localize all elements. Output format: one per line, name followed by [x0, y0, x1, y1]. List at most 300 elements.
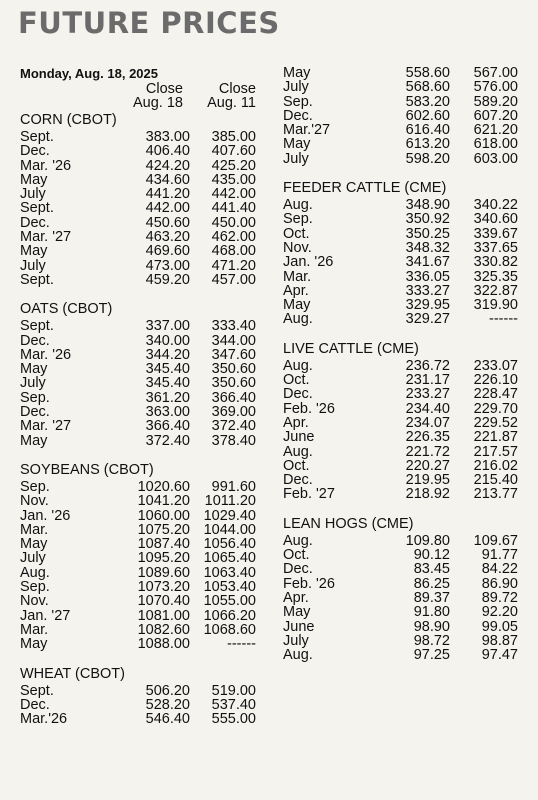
close-aug-18-value: 1088.00: [137, 636, 190, 653]
contract-month: May: [20, 536, 48, 553]
close-aug-11-value: 98.87: [481, 632, 518, 649]
close-aug-18-value: 337.00: [145, 318, 190, 335]
close-aug-11-value: 378.40: [211, 432, 256, 449]
close-aug-11-value: 441.40: [211, 200, 256, 217]
close-aug-11-value: 462.00: [211, 229, 256, 246]
close-aug-11-value: 350.60: [211, 375, 256, 392]
contract-month: May: [20, 636, 48, 653]
contract-month: May: [20, 243, 48, 260]
close-aug-18-value: 219.95: [405, 472, 450, 489]
close-aug-18-value: 598.20: [405, 150, 450, 167]
close-aug-11-value: 567.00: [473, 65, 518, 81]
report-date: Monday, Aug. 18, 2025: [20, 66, 158, 81]
close-aug-18-value: 98.90: [413, 618, 450, 635]
close-aug-18-value: 1020.60: [137, 478, 190, 495]
table-row: [20, 419, 256, 433]
close-aug-11-value: 337.65: [473, 239, 518, 256]
contract-month: Jan. '26: [20, 507, 71, 524]
close-aug-11-value: 407.60: [211, 143, 256, 160]
table-row: [20, 698, 256, 712]
table-row: [283, 109, 518, 123]
table-row: [283, 212, 518, 226]
table-row: [283, 80, 518, 94]
close-aug-11-value: 369.00: [211, 404, 256, 421]
close-aug-18-value: 221.72: [405, 443, 450, 460]
close-aug-18-value: 424.20: [145, 157, 190, 174]
table-row: [283, 430, 518, 444]
close-aug-18-value: 97.25: [413, 647, 450, 664]
page-title: FUTURE PRICES: [18, 6, 280, 40]
section-soybeans: [20, 460, 256, 652]
close-aug-18-value: 568.60: [405, 79, 450, 96]
table-row: [20, 216, 256, 230]
table-row: [20, 144, 256, 158]
table-row: [20, 187, 256, 201]
section-title: FEEDER CATTLE (CME): [283, 180, 447, 197]
contract-month: May: [283, 65, 311, 81]
section-title: LEAN HOGS (CME): [283, 515, 414, 532]
table-row: [283, 137, 518, 151]
close-aug-11-value: 1029.40: [203, 507, 256, 524]
table-row: [283, 270, 518, 284]
table-row: [20, 509, 256, 523]
table-row: [20, 173, 256, 187]
close-aug-18-value: 329.27: [405, 311, 450, 328]
close-aug-18-value: 345.40: [145, 361, 190, 378]
close-aug-18-value: 1073.20: [137, 579, 190, 596]
close-aug-18-value: 616.40: [405, 122, 450, 139]
close-aug-18-value: 341.67: [405, 254, 450, 271]
left-column: [20, 66, 256, 726]
table-row: [20, 637, 256, 651]
close-aug-11-value: 468.00: [211, 243, 256, 260]
close-aug-11-value: 333.40: [211, 318, 256, 335]
close-aug-11-value: 1063.40: [203, 564, 256, 581]
close-aug-18-value: 602.60: [405, 107, 450, 124]
close-aug-18-value: 336.05: [405, 268, 450, 285]
contract-month: Sep.: [20, 389, 50, 406]
contract-month: July: [20, 375, 46, 392]
contract-month: Sept.: [20, 200, 54, 217]
close-aug-18-value: 220.27: [405, 457, 450, 474]
table-row: [283, 562, 518, 576]
section-title: CORN (CBOT): [20, 112, 117, 128]
close-aug-18-value: 234.07: [405, 414, 450, 431]
contract-month: May: [283, 136, 311, 153]
close-aug-11-value: 347.60: [211, 346, 256, 363]
contract-month: July: [20, 257, 46, 274]
table-row: [20, 537, 256, 551]
contract-month: May: [20, 361, 48, 378]
table-row: [20, 580, 256, 594]
close-aug-18-value: 344.20: [145, 346, 190, 363]
close-aug-11-value: 330.82: [473, 254, 518, 271]
contract-month: July: [283, 150, 309, 167]
table-row: [283, 123, 518, 137]
close-aug-11-value: 537.40: [211, 696, 256, 713]
table-row: [283, 298, 518, 312]
contract-month: Dec.: [283, 561, 313, 578]
contract-month: Feb. '27: [283, 486, 335, 503]
close-aug-18-value: 329.95: [405, 297, 450, 314]
close-aug-18-value: 383.00: [145, 129, 190, 145]
close-aug-18-value: 406.40: [145, 143, 190, 160]
table-row: [283, 255, 518, 269]
section-title: WHEAT (CBOT): [20, 665, 125, 682]
table-row: [20, 405, 256, 419]
close-aug-18-value: 350.92: [405, 211, 450, 228]
table-row: [20, 712, 256, 726]
close-aug-11-value: 226.10: [473, 372, 518, 389]
close-aug-11-value: 372.40: [211, 418, 256, 435]
close-aug-18-value: 372.40: [145, 432, 190, 449]
contract-month: Aug.: [20, 564, 50, 581]
close-aug-18-value: 434.60: [145, 171, 190, 188]
close-aug-18-value: 86.25: [413, 575, 450, 592]
close-aug-18-value: 361.20: [145, 389, 190, 406]
close-aug-18-value: 1041.20: [137, 493, 190, 510]
close-aug-18-value: 363.00: [145, 404, 190, 421]
table-row: [20, 362, 256, 376]
close-aug-11-value: 229.70: [473, 400, 518, 417]
close-aug-18-value: 558.60: [405, 65, 450, 81]
contract-month: June: [283, 618, 315, 635]
close-aug-11-value: 1068.60: [203, 621, 256, 638]
contract-month: Sept.: [20, 271, 54, 288]
table-row: [283, 534, 518, 548]
contract-month: Aug.: [283, 311, 313, 328]
close-aug-11-value: 603.00: [473, 150, 518, 167]
close-aug-11-value: 89.72: [481, 589, 518, 606]
close-aug-11-value: 555.00: [211, 711, 256, 728]
table-row: [283, 387, 518, 401]
table-row: [20, 566, 256, 580]
table-row: [20, 623, 256, 637]
table-row: [20, 273, 256, 287]
table-row: [20, 494, 256, 508]
contract-month: Dec.: [283, 107, 313, 124]
close-aug-11-value: 576.00: [473, 79, 518, 96]
close-aug-11-value: 589.20: [473, 93, 518, 110]
table-row: [283, 620, 518, 634]
right-column: [283, 66, 518, 662]
close-aug-11-value: 1055.00: [203, 593, 256, 610]
table-row: [20, 480, 256, 494]
close-aug-11-value: 229.52: [473, 414, 518, 431]
close-aug-11-value: 607.20: [473, 107, 518, 124]
table-row: [283, 198, 518, 212]
contract-month: Sep.: [283, 211, 313, 228]
close-aug-11-value: 325.35: [473, 268, 518, 285]
close-aug-18-value: 366.40: [145, 418, 190, 435]
contract-month: Sept.: [20, 318, 54, 335]
close-aug-18-value: 226.35: [405, 429, 450, 446]
contract-month: Dec.: [283, 386, 313, 403]
close-aug-18-value: 98.72: [413, 632, 450, 649]
table-row: [20, 201, 256, 215]
close-aug-11-value: 92.20: [481, 604, 518, 621]
close-aug-11-value: 425.20: [211, 157, 256, 174]
contract-month: Mar.'26: [20, 711, 68, 728]
contract-month: May: [283, 604, 311, 621]
close-aug-18-value: 469.60: [145, 243, 190, 260]
close-aug-18-value: 233.27: [405, 386, 450, 403]
close-aug-18-value: 234.40: [405, 400, 450, 417]
close-aug-11-value: 340.22: [473, 197, 518, 214]
close-aug-18-value: 450.60: [145, 214, 190, 231]
close-aug-18-value: 89.37: [413, 589, 450, 606]
table-row: [283, 152, 518, 166]
contract-month: Jan. '26: [283, 254, 334, 271]
table-row: [283, 605, 518, 619]
close-aug-18-value: 1075.20: [137, 521, 190, 538]
close-aug-11-value: 385.00: [211, 129, 256, 145]
table-row: [283, 416, 518, 430]
close-aug-11-value: 217.57: [473, 443, 518, 460]
close-aug-11-value: 350.60: [211, 361, 256, 378]
close-aug-18-value: 1087.40: [137, 536, 190, 553]
close-aug-18-value: 442.00: [145, 200, 190, 217]
close-aug-11-value: 1044.00: [203, 521, 256, 538]
table-row: [20, 609, 256, 623]
close-aug-11-value: 1053.40: [203, 579, 256, 596]
table-row: [20, 159, 256, 173]
table-row: [20, 334, 256, 348]
contract-month: Apr.: [283, 414, 309, 431]
table-row: [20, 684, 256, 698]
close-aug-18-value: 459.20: [145, 271, 190, 288]
table-row: [20, 259, 256, 273]
table-row: [283, 359, 518, 373]
table-row: [283, 459, 518, 473]
section-title: SOYBEANS (CBOT): [20, 461, 154, 478]
close-aug-11-value: 344.00: [211, 332, 256, 349]
close-aug-11-value: 442.00: [211, 186, 256, 203]
table-row: [20, 319, 256, 333]
section-lean-hogs: [283, 514, 518, 663]
close-aug-11-value: ------: [489, 311, 518, 328]
close-aug-18-value: 546.40: [145, 711, 190, 728]
contract-month: Oct.: [283, 372, 310, 389]
contract-month: Mar. '27: [20, 418, 72, 435]
contract-month: Nov.: [20, 493, 49, 510]
contract-month: Dec.: [20, 404, 50, 421]
section-feeder-cattle: [283, 178, 518, 327]
close-aug-11-value: 99.05: [481, 618, 518, 635]
close-aug-11-value: 322.87: [473, 282, 518, 299]
close-aug-18-value: 340.00: [145, 332, 190, 349]
contract-month: May: [20, 171, 48, 188]
contract-month: Aug.: [283, 197, 313, 214]
close-aug-18-value: 506.20: [145, 682, 190, 699]
close-aug-11-value: 621.20: [473, 122, 518, 139]
close-aug-18-value: 1081.00: [137, 607, 190, 624]
contract-month: Dec.: [20, 332, 50, 349]
contract-month: Mar. '26: [20, 157, 72, 174]
close-aug-18-value: 91.80: [413, 604, 450, 621]
table-row: [20, 376, 256, 390]
close-aug-11-value: 86.90: [481, 575, 518, 592]
close-aug-18-value: 441.20: [145, 186, 190, 203]
table-row: [283, 95, 518, 109]
close-aug-18-value: 348.32: [405, 239, 450, 256]
contract-month: Sep.: [20, 478, 50, 495]
section-title: OATS (CBOT): [20, 301, 113, 318]
close-aug-11-value: 435.00: [211, 171, 256, 188]
close-aug-18-value: 218.92: [405, 486, 450, 503]
contract-month: Aug.: [283, 532, 313, 549]
contract-month: Nov.: [283, 239, 312, 256]
contract-month: Nov.: [20, 593, 49, 610]
close-aug-18-value: 90.12: [413, 547, 450, 564]
table-row: [20, 244, 256, 258]
contract-month: Mar.: [20, 521, 49, 538]
table-row: [283, 66, 518, 80]
contract-month: Sept.: [20, 129, 54, 145]
close-aug-18-value: 583.20: [405, 93, 450, 110]
table-row: [283, 634, 518, 648]
table-row: [283, 445, 518, 459]
close-aug-18-value: 528.20: [145, 696, 190, 713]
close-aug-11-value: 519.00: [211, 682, 256, 699]
contract-month: Aug.: [283, 443, 313, 460]
contract-month: July: [20, 550, 46, 567]
close-aug-18-value: 1060.00: [137, 507, 190, 524]
close-aug-18-value: 83.45: [413, 561, 450, 578]
close-aug-11-value: 1056.40: [203, 536, 256, 553]
close-aug-11-value: 1065.40: [203, 550, 256, 567]
section-wheat: [20, 664, 256, 727]
close-aug-11-value: 109.67: [473, 532, 518, 549]
close-aug-11-value: 228.47: [473, 386, 518, 403]
contract-month: Dec.: [20, 696, 50, 713]
table-row: [283, 312, 518, 326]
close-aug-11-value: 450.00: [211, 214, 256, 231]
contract-month: Oct.: [283, 225, 310, 242]
close-aug-18-value: 1070.40: [137, 593, 190, 610]
close-aug-18-value: 348.90: [405, 197, 450, 214]
contract-month: May: [20, 432, 48, 449]
close-aug-11-value: 319.90: [473, 297, 518, 314]
close-aug-18-value: 1089.60: [137, 564, 190, 581]
table-row: [283, 284, 518, 298]
close-aug-11-value: 233.07: [473, 357, 518, 374]
section-corn: [20, 110, 256, 287]
table-row: [20, 230, 256, 244]
close-aug-11-value: 84.22: [481, 561, 518, 578]
table-row: [283, 473, 518, 487]
table-row: [283, 577, 518, 591]
contract-month: Mar.: [283, 268, 312, 285]
table-row: [20, 551, 256, 565]
section-title: LIVE CATTLE (CME): [283, 340, 419, 357]
close-aug-18-value: 333.27: [405, 282, 450, 299]
section-wheat-continued: [283, 66, 518, 166]
close-aug-11-value: 991.60: [211, 478, 256, 495]
contract-month: Apr.: [283, 589, 309, 606]
contract-month: Sep.: [20, 579, 50, 596]
contract-month: Dec.: [20, 214, 50, 231]
close-aug-11-value: 1066.20: [203, 607, 256, 624]
table-row: [20, 434, 256, 448]
contract-month: Mar. '26: [20, 346, 72, 363]
close-aug-18-value: 1095.20: [137, 550, 190, 567]
contract-month: Mar.'27: [283, 122, 331, 139]
close-aug-11-value: ------: [227, 636, 256, 653]
contract-month: Oct.: [283, 547, 310, 564]
close-aug-11-value: 215.40: [473, 472, 518, 489]
contract-month: Sep.: [283, 93, 313, 110]
section-oats: [20, 299, 256, 448]
contract-month: May: [283, 297, 311, 314]
table-row: [283, 402, 518, 416]
contract-month: July: [283, 632, 309, 649]
table-row: [20, 523, 256, 537]
close-aug-11-value: 213.77: [473, 486, 518, 503]
close-aug-11-value: 1011.20: [204, 493, 256, 510]
contract-month: Aug.: [283, 357, 313, 374]
close-aug-11-value: 91.77: [481, 547, 518, 564]
table-row: [20, 594, 256, 608]
table-row: [283, 373, 518, 387]
contract-month: Feb. '26: [283, 400, 335, 417]
header-close-aug-18: Close Aug. 18: [133, 81, 183, 111]
close-aug-18-value: 463.20: [145, 229, 190, 246]
table-row: [20, 348, 256, 362]
column-headers: [20, 82, 256, 110]
table-row: [20, 130, 256, 144]
close-aug-18-value: 613.20: [405, 136, 450, 153]
contract-month: Aug.: [283, 647, 313, 664]
table-row: [283, 591, 518, 605]
contract-month: Apr.: [283, 282, 309, 299]
contract-month: Sept.: [20, 682, 54, 699]
contract-month: Dec.: [20, 143, 50, 160]
contract-month: July: [20, 186, 46, 203]
close-aug-11-value: 457.00: [211, 271, 256, 288]
close-aug-18-value: 231.17: [405, 372, 450, 389]
table-row: [283, 227, 518, 241]
close-aug-11-value: 97.47: [481, 647, 518, 664]
contract-month: Dec.: [283, 472, 313, 489]
close-aug-18-value: 473.00: [145, 257, 190, 274]
contract-month: Mar. '27: [20, 229, 72, 246]
close-aug-18-value: 236.72: [405, 357, 450, 374]
close-aug-11-value: 221.87: [473, 429, 518, 446]
close-aug-18-value: 1082.60: [137, 621, 190, 638]
contract-month: July: [283, 79, 309, 96]
table-row: [283, 487, 518, 501]
contract-month: Jan. '27: [20, 607, 71, 624]
close-aug-11-value: 340.60: [473, 211, 518, 228]
close-aug-18-value: 109.80: [405, 532, 450, 549]
table-row: [283, 241, 518, 255]
close-aug-11-value: 618.00: [473, 136, 518, 153]
contract-month: Mar.: [20, 621, 49, 638]
close-aug-11-value: 339.67: [473, 225, 518, 242]
contract-month: Oct.: [283, 457, 310, 474]
table-row: [20, 391, 256, 405]
table-row: [283, 648, 518, 662]
close-aug-18-value: 350.25: [405, 225, 450, 242]
section-live-cattle: [283, 339, 518, 502]
header-close-aug-11: Close Aug. 11: [207, 81, 256, 111]
close-aug-18-value: 345.40: [145, 375, 190, 392]
contract-month: June: [283, 429, 315, 446]
close-aug-11-value: 471.20: [211, 257, 256, 274]
close-aug-11-value: 216.02: [473, 457, 518, 474]
close-aug-11-value: 366.40: [211, 389, 256, 406]
